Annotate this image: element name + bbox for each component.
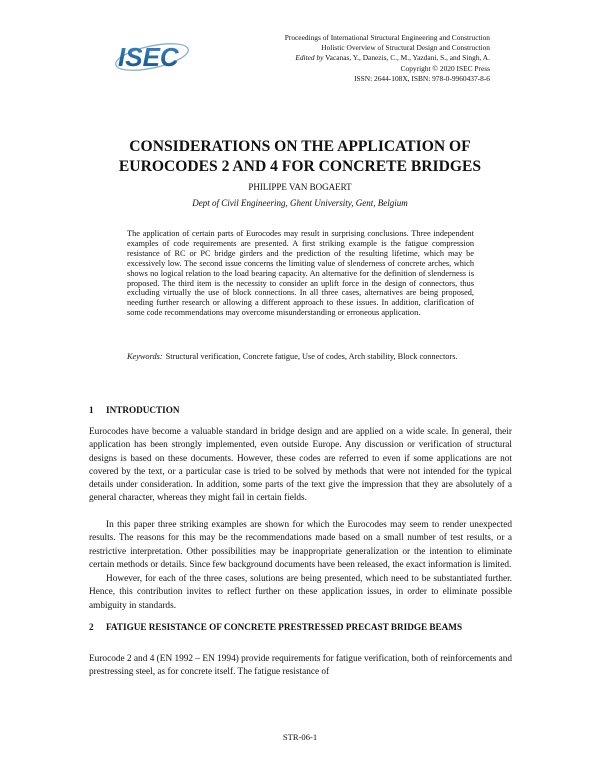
section-2-heading — [89, 621, 512, 634]
isec-logo-mark — [112, 38, 192, 76]
paper-title — [60, 137, 540, 177]
keywords — [127, 352, 474, 363]
section-2-title: FATIGUE RESISTANCE OF CONCRETE PRESTRESSED PRECAST BRIDGE BEAMS — [106, 622, 463, 632]
keywords-list: Structural verification, Concrete fatigue, Use of codes, Arch stability, Block connectors. — [165, 352, 458, 361]
author: PHILIPPE VAN BOGAERT — [248, 182, 352, 192]
abstract: The application of certain parts of Eurocodes may result in surprising conclusions. Three independent examples of code requirements are presented. A first striking example is the fatigue compression resistance of RC or PC bridge girders and the prediction of the resulting lifetime, which may be excessively low. The second issue concerns the limiting value of slenderness of concrete arches, which shows no logical relation to the load bearing capacity. An alternative for the definition of slenderness is proposed. The third item is the necessity to consider an uplift force in the design of connectors, thus excluding virtually the use of block connections. In all three cases, alternatives are being proposed, needing further research or allowing a different approach to these issues. In addition, clarification of some code recommendations may overcome misunderstanding or erroneous application. — [127, 229, 474, 318]
affiliation: Dept of Civil Engineering, Ghent University, Gent, Belgium — [192, 198, 408, 208]
proceedings-line-1: Proceedings of International Structural Engineering and Construction — [284, 33, 490, 42]
proceedings-line-4: Copyright © 2020 ISEC Press — [400, 63, 490, 73]
logo-text: ISEC — [118, 42, 179, 72]
edited-by-label: Edited by — [295, 53, 324, 63]
isec-logo — [112, 38, 192, 76]
paper-title-line-2: EUROCODES 2 AND 4 FOR CONCRETE BRIDGES — [118, 158, 482, 175]
proceedings-line-5: ISSN: 2644-108X, ISBN: 978-0-9960437-8-6 — [354, 73, 490, 83]
proceedings-line-2: Holistic Overview of Structural Design and Construction — [321, 43, 490, 53]
keywords-label: Keywords: — [127, 352, 163, 361]
section-2-paragraph-1: Eurocode 2 and 4 (EN 1992 – EN 1994) provide requirements for fatigue verification, both of reinforcements and prestressing steel, as for concrete itself. The fatigue resistance of — [89, 654, 512, 678]
section-1-paragraph-3: However, for each of the three cases, solutions are being presented, which need to be substantiated further. Hence, this contribution invites to reflect further on these application issues, in order to eliminate possible ambiguity in standards. — [89, 574, 512, 611]
section-1-paragraph-1: Eurocodes have become a valuable standard in bridge design and are applied on a wide scale. In general, their application has been strongly implemented, even outside Europe. Any discussion or verification of structural designs is based on these documents. However, these codes are referred to even if some applications are not covered by the text, or a particular case is tried to be solved by methods that were not intended for the typical details under consideration. In addition, some parts of the text give the impression that they are absolutely of a general character, whereas they might fail in certain fields. — [89, 427, 512, 504]
proceedings-header — [238, 33, 490, 84]
section-1-title: INTRODUCTION — [106, 405, 180, 415]
section-1-number: 1 — [89, 405, 94, 415]
paper-title-line-1: CONSIDERATIONS ON THE APPLICATION OF — [129, 138, 471, 155]
editors: Vacanas, Y., Danezis, C., M., Yazdani, S., and Singh, A. — [323, 53, 490, 63]
section-1-heading — [89, 404, 512, 417]
page-footer: STR-06-1 — [282, 732, 318, 742]
section-2-number: 2 — [89, 622, 94, 632]
section-1-paragraph-2: In this paper three striking examples are shown for which the Eurocodes may seem to render unexpected results. The reasons for this may be the recommendations made based on a small number of test results, or a restrictive interpretation. Other possibilities may be inappropriate generalization or the intention to eliminate certain methods or details. Since few background documents have been released, the exact information is limited. — [89, 520, 512, 570]
proceedings-line-3 — [238, 53, 490, 63]
